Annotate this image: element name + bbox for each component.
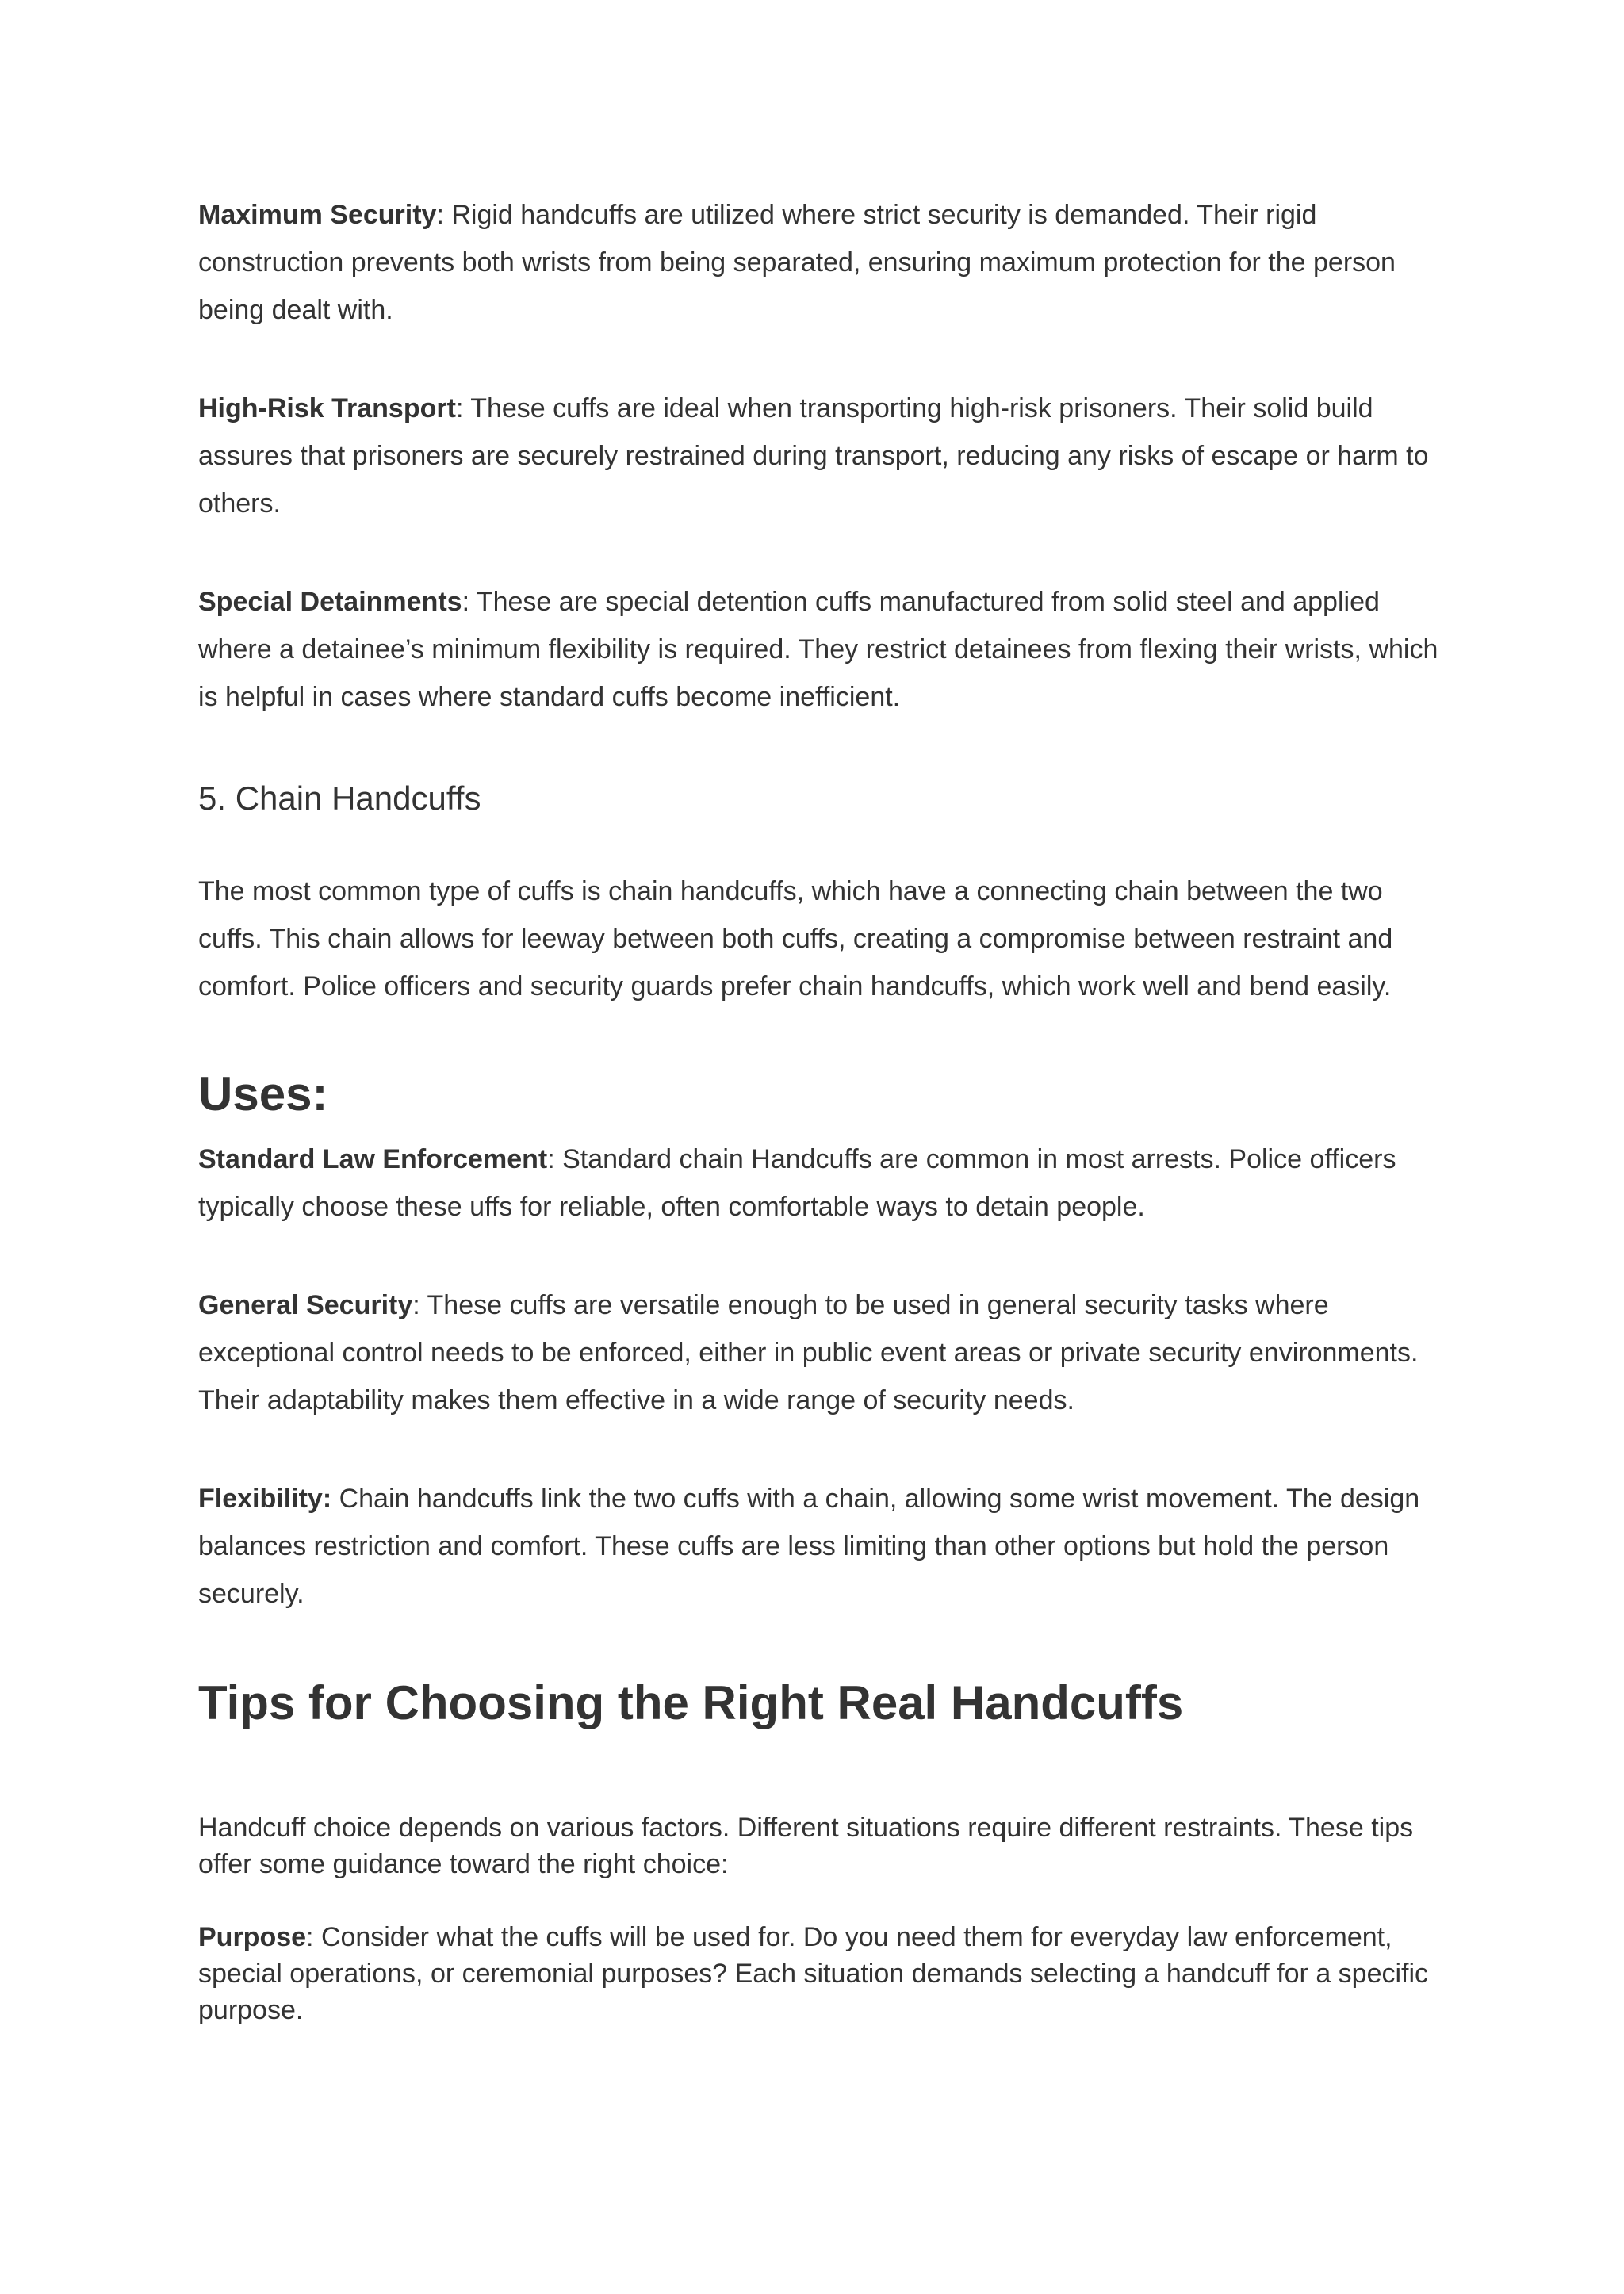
text-purpose: : Consider what the cuffs will be used for. Do you need them for everyday law enforcement, special operations, or ceremonial purposes? Each situation demands selecting a handcuff for a specific purpose. <box>198 1922 1429 2025</box>
text-standard-law-enforcement: : Standard chain Handcuffs are common in most arrests. Police officers typically choose these uffs for reliable, often comfortable ways to detain people. <box>198 1144 1396 1222</box>
text-special-detainments: : These are special detention cuffs manufactured from solid steel and applied where a detainee’s minimum flexibility is required. They restrict detainees from flexing their wrists, which is helpful in cases where standard cuffs become inefficient. <box>198 587 1438 712</box>
term-flexibility: Flexibility: <box>198 1484 332 1514</box>
paragraph-flexibility <box>198 1475 1451 1618</box>
text-general-security: : These cuffs are versatile enough to be used in general security tasks where exceptional control needs to be enforced, either in public event areas or private security environments. Their adaptability makes them effective in a wide range of security needs. <box>198 1290 1419 1415</box>
heading-tips: Tips for Choosing the Right Real Handcuffs <box>198 1676 1184 1729</box>
paragraph-chain-intro: The most common type of cuffs is chain handcuffs, which have a connecting chain between the two cuffs. This chain allows for leeway between both cuffs, creating a compromise between restraint and comfort. Police officers and security guards prefer chain handcuffs, which work well and bend easily. <box>198 876 1393 1001</box>
term-maximum-security: Maximum Security <box>198 200 437 230</box>
text-flexibility: Chain handcuffs link the two cuffs with a chain, allowing some wrist movement. The design balances restriction and comfort. These cuffs are less limiting than other options but hold the person securely. <box>198 1484 1420 1609</box>
paragraph-general-security <box>198 1281 1451 1424</box>
paragraph-standard-law-enforcement <box>198 1136 1451 1231</box>
text-maximum-security: : Rigid handcuffs are utilized where strict security is demanded. Their rigid construction prevents both wrists from being separated, ensuring maximum protection for the person being dealt with. <box>198 200 1396 325</box>
term-standard-law-enforcement: Standard Law Enforcement <box>198 1144 548 1174</box>
term-high-risk-transport: High-Risk Transport <box>198 393 456 423</box>
heading-chain-handcuffs: 5. Chain Handcuffs <box>198 779 481 817</box>
term-special-detainments: Special Detainments <box>198 587 462 617</box>
term-purpose: Purpose <box>198 1922 307 1952</box>
heading-uses: Uses: <box>198 1067 328 1120</box>
paragraph-maximum-security <box>198 191 1451 334</box>
text-high-risk-transport: : These cuffs are ideal when transporting high-risk prisoners. Their solid build assures that prisoners are securely restrained during transport, reducing any risks of escape or harm to others. <box>198 393 1429 519</box>
term-general-security: General Security <box>198 1290 413 1320</box>
paragraph-special-detainments <box>198 578 1451 721</box>
paragraph-tips-intro: Handcuff choice depends on various factors. Different situations require different restraints. These tips offer some guidance toward the right choice: <box>198 1813 1414 1879</box>
paragraph-purpose <box>198 1919 1451 2028</box>
paragraph-high-risk-transport <box>198 385 1451 527</box>
